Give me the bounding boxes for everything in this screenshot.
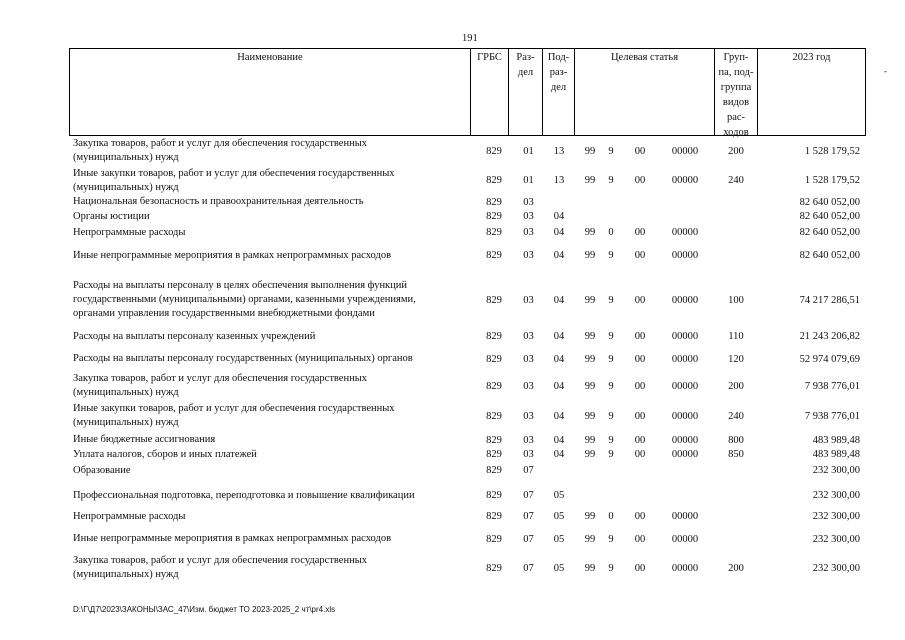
- table-row: [69, 553, 866, 583]
- grbs-cell: 829: [486, 145, 502, 157]
- row-name-line: Иные закупки товаров, работ и услуг для обеспечения государственных: [73, 167, 395, 179]
- amount-cell: 232 300,00: [812, 490, 860, 501]
- table-row: [69, 209, 866, 224]
- target-subprogram-cell: 9: [608, 250, 614, 261]
- target-main-event-cell: 00: [634, 331, 646, 342]
- table-row: [69, 433, 866, 447]
- header-year: [757, 49, 866, 135]
- target-subprogram-cell: 9: [608, 410, 614, 422]
- table-row: [69, 527, 866, 551]
- footer-file-path: D:\Г\Д7\2023\ЗАКОНЫ\ЗАС_47\Изм. бюджет ТО 2023-2025_2 чт\pr4.xls: [73, 605, 336, 614]
- grbs-cell: 829: [486, 434, 502, 446]
- row-name-cell: [73, 241, 463, 270]
- target-direction-cell: 00000: [671, 175, 699, 186]
- podrazdel-cell: 04: [553, 211, 565, 222]
- podrazdel-cell: [546, 462, 572, 479]
- row-name-cell: [73, 401, 463, 431]
- row-name-line: Иные закупки товаров, работ и услуг для обеспечения государственных: [73, 403, 395, 414]
- expense-type-cell: 240: [728, 410, 744, 422]
- target-main-event-cell: 00: [634, 353, 646, 365]
- podrazdel-cell: 13: [553, 175, 565, 186]
- header-name: [69, 49, 470, 135]
- expense-type-cell: [724, 195, 748, 209]
- amount-cell: 232 300,00: [812, 465, 860, 476]
- amount-cell: 232 300,00: [812, 533, 860, 545]
- target-main-event-cell: 00: [634, 294, 646, 306]
- razdel-cell: 03: [523, 434, 534, 446]
- header-grbs: [470, 49, 508, 135]
- grbs-cell: 829: [486, 250, 502, 261]
- grbs-cell: 829: [486, 331, 502, 342]
- header-expense-group-line: ходов: [723, 127, 749, 138]
- table-row: [69, 136, 866, 166]
- table-row: [69, 224, 866, 241]
- razdel-cell: 03: [523, 227, 534, 238]
- target-main-event-cell: 00: [634, 380, 646, 392]
- grbs-cell: 829: [486, 294, 502, 306]
- target-subprogram-cell: 9: [608, 331, 614, 342]
- table-row: [69, 447, 866, 462]
- expense-type-cell: 120: [728, 353, 744, 365]
- amount-cell: 21 243 206,82: [799, 331, 860, 342]
- target-subprogram-cell: 0: [608, 511, 614, 522]
- target-subprogram-cell: 9: [608, 533, 614, 545]
- target-main-event-cell: [630, 209, 650, 224]
- header-target-article-label: Целевая статья: [610, 52, 679, 63]
- target-program-cell: [579, 209, 601, 224]
- target-main-event-cell: 00: [634, 434, 646, 446]
- row-name-line: Расходы на выплаты персоналу в целях обеспечения выполнения функций: [73, 280, 408, 291]
- header-razdel-line: Раз-: [516, 52, 535, 63]
- header-podrazdel-line: Под-: [547, 52, 570, 63]
- target-main-event-cell: 00: [634, 410, 646, 422]
- expense-type-cell: [724, 485, 748, 506]
- razdel-cell: 01: [523, 145, 534, 157]
- row-name-line: Непрограммные расходы: [73, 226, 186, 238]
- row-name-cell: [73, 166, 463, 195]
- row-name-line: (муниципальных) нужд: [73, 152, 179, 163]
- row-name-line: Закупка товаров, работ и услуг для обеспечения государственных: [73, 373, 368, 384]
- razdel-cell: 07: [523, 533, 534, 545]
- target-program-cell: 99: [584, 511, 596, 522]
- grbs-cell: 829: [486, 227, 502, 238]
- target-subprogram-cell: 0: [608, 227, 614, 238]
- target-program-cell: 99: [584, 449, 596, 460]
- grbs-cell: 829: [486, 380, 502, 392]
- target-direction-cell: 00000: [671, 331, 699, 342]
- row-name-line: (муниципальных) нужд: [73, 417, 179, 428]
- amount-cell: 7 938 776,01: [804, 380, 860, 392]
- grbs-cell: 829: [486, 410, 502, 422]
- target-subprogram-cell: [604, 462, 618, 479]
- razdel-cell: 03: [523, 294, 534, 306]
- grbs-cell: 829: [486, 465, 502, 476]
- row-name-line: Закупка товаров, работ и услуг для обеспечения государственных: [73, 555, 368, 566]
- header-podrazdel: [542, 49, 574, 135]
- target-main-event-cell: [630, 195, 650, 209]
- target-program-cell: 99: [584, 331, 596, 342]
- expense-type-cell: 200: [728, 145, 744, 157]
- target-subprogram-cell: 9: [608, 294, 614, 306]
- table-row: [69, 462, 866, 479]
- razdel-cell: 03: [523, 211, 534, 222]
- amount-cell: 82 640 052,00: [799, 211, 860, 222]
- header-expense-group-line: группа: [720, 82, 752, 93]
- podrazdel-cell: [546, 195, 572, 209]
- target-subprogram-cell: 9: [608, 449, 614, 460]
- podrazdel-cell: 04: [553, 250, 565, 261]
- target-program-cell: 99: [584, 380, 596, 392]
- grbs-cell: 829: [486, 196, 502, 208]
- row-name-line: Национальная безопасность и правоохранительная деятельность: [73, 196, 364, 207]
- target-direction-cell: [667, 195, 703, 209]
- row-name-line: Иные непрограммные мероприятия в рамках непрограммных расходов: [73, 249, 392, 261]
- header-expense-group: [714, 49, 757, 138]
- target-program-cell: 99: [584, 434, 596, 446]
- table-row: [69, 166, 866, 195]
- row-name-line: Образование: [73, 464, 131, 476]
- row-name-cell: [73, 447, 463, 462]
- expense-type-cell: 200: [728, 380, 744, 392]
- target-direction-cell: 00000: [671, 145, 699, 157]
- target-direction-cell: 00000: [671, 533, 699, 545]
- target-program-cell: [579, 462, 601, 479]
- target-direction-cell: 00000: [671, 434, 699, 446]
- amount-cell: 74 217 286,51: [799, 294, 860, 306]
- razdel-cell: 07: [523, 562, 534, 574]
- podrazdel-cell: 04: [553, 331, 565, 342]
- target-direction-cell: 00000: [671, 410, 699, 422]
- table-row: [69, 326, 866, 347]
- table-row: [69, 401, 866, 431]
- row-name-line: (муниципальных) нужд: [73, 181, 179, 193]
- table-row: [69, 371, 866, 401]
- header-podrazdel-line: дел: [550, 82, 567, 93]
- target-main-event-cell: 00: [634, 533, 646, 545]
- row-name-cell: [73, 195, 463, 209]
- target-direction-cell: 00000: [671, 227, 699, 238]
- target-subprogram-cell: 9: [608, 175, 614, 186]
- expense-type-cell: [724, 462, 748, 479]
- header-target-article: [574, 49, 714, 135]
- target-subprogram-cell: 9: [608, 353, 614, 365]
- row-name-line: (муниципальных) нужд: [73, 569, 179, 580]
- header-name-label: Наименование: [237, 52, 303, 63]
- grbs-cell: 829: [486, 175, 502, 186]
- amount-cell: 82 640 052,00: [799, 250, 860, 261]
- row-name-line: Непрограммные расходы: [73, 510, 186, 522]
- row-name-line: (муниципальных) нужд: [73, 387, 179, 398]
- grbs-cell: 829: [486, 353, 502, 365]
- podrazdel-cell: 04: [553, 353, 565, 365]
- target-direction-cell: [667, 209, 703, 224]
- target-subprogram-cell: 9: [608, 562, 614, 574]
- razdel-cell: 03: [523, 449, 534, 460]
- target-direction-cell: 00000: [671, 250, 699, 261]
- razdel-cell: 07: [523, 465, 534, 476]
- target-direction-cell: 00000: [671, 380, 699, 392]
- row-name-cell: [73, 553, 463, 583]
- target-subprogram-cell: 9: [608, 145, 614, 157]
- target-main-event-cell: [630, 462, 650, 479]
- row-name-cell: [73, 347, 463, 371]
- grbs-cell: 829: [486, 511, 502, 522]
- target-program-cell: [579, 195, 601, 209]
- podrazdel-cell: 04: [553, 380, 565, 392]
- row-name-cell: [73, 136, 463, 166]
- target-program-cell: 99: [584, 562, 596, 574]
- target-main-event-cell: 00: [634, 449, 646, 460]
- table-row: [69, 277, 866, 323]
- target-direction-cell: 00000: [671, 511, 699, 522]
- row-name-line: Иные непрограммные мероприятия в рамках непрограммных расходов: [73, 533, 392, 544]
- row-name-line: Иные бюджетные ассигнования: [73, 434, 216, 445]
- target-program-cell: 99: [584, 227, 596, 238]
- grbs-cell: 829: [486, 449, 502, 460]
- expense-type-cell: [724, 209, 748, 224]
- row-name-cell: [73, 433, 463, 447]
- target-main-event-cell: 00: [634, 511, 646, 522]
- row-name-cell: [73, 209, 463, 224]
- target-program-cell: 99: [584, 410, 596, 422]
- amount-cell: 7 938 776,01: [804, 410, 860, 422]
- podrazdel-cell: 05: [553, 533, 565, 545]
- expense-type-cell: [724, 527, 748, 551]
- razdel-cell: 07: [523, 511, 534, 522]
- row-name-line: Уплата налогов, сборов и иных платежей: [73, 448, 257, 460]
- header-podrazdel-line: раз-: [549, 67, 568, 78]
- podrazdel-cell: 05: [553, 562, 565, 574]
- razdel-cell: 07: [523, 490, 534, 501]
- target-subprogram-cell: [604, 209, 618, 224]
- razdel-cell: 03: [523, 353, 534, 365]
- amount-cell: 232 300,00: [812, 511, 860, 522]
- target-subprogram-cell: 9: [608, 380, 614, 392]
- expense-type-cell: 850: [728, 449, 744, 460]
- podrazdel-cell: 04: [553, 434, 565, 446]
- header-razdel: [508, 49, 542, 135]
- table-header: [69, 48, 866, 136]
- table-row: [69, 506, 866, 527]
- target-main-event-cell: 00: [634, 175, 646, 186]
- razdel-cell: 03: [523, 380, 534, 392]
- expense-type-cell: 100: [728, 294, 744, 306]
- target-direction-cell: [667, 462, 703, 479]
- row-name-cell: [73, 277, 463, 323]
- row-name-line: Расходы на выплаты персоналу государственных (муниципальных) органов: [73, 353, 413, 364]
- row-name-line: Профессиональная подготовка, переподготовка и повышение квалификации: [73, 489, 415, 501]
- expense-type-cell: 110: [728, 331, 744, 342]
- expense-type-cell: 800: [728, 434, 744, 446]
- target-main-event-cell: 00: [634, 227, 646, 238]
- header-year-label: 2023 год: [792, 52, 831, 63]
- row-name-cell: [73, 326, 463, 347]
- podrazdel-cell: 04: [553, 294, 565, 306]
- margin-mark: -: [884, 66, 887, 76]
- table-row: [69, 347, 866, 371]
- target-main-event-cell: [630, 485, 650, 506]
- grbs-cell: 829: [486, 490, 502, 501]
- razdel-cell: 03: [523, 250, 534, 261]
- target-main-event-cell: 00: [634, 250, 646, 261]
- podrazdel-cell: 04: [553, 449, 565, 460]
- header-expense-group-line: па, под-: [718, 67, 754, 78]
- row-name-line: государственными (муниципальными) органами, казенными учреждениями,: [73, 294, 416, 305]
- target-main-event-cell: 00: [634, 562, 646, 574]
- target-program-cell: 99: [584, 533, 596, 545]
- header-razdel-line: дел: [517, 67, 534, 78]
- row-name-line: органами управления государственными внебюджетными фондами: [73, 308, 375, 319]
- target-program-cell: 99: [584, 145, 596, 157]
- amount-cell: 1 528 179,52: [804, 175, 860, 186]
- amount-cell: 483 989,48: [812, 449, 860, 460]
- table-row: [69, 485, 866, 506]
- target-subprogram-cell: [604, 485, 618, 506]
- amount-cell: 1 528 179,52: [804, 145, 860, 157]
- header-expense-group-line: видов: [722, 97, 750, 108]
- table-row: [69, 195, 866, 209]
- target-program-cell: 99: [584, 353, 596, 365]
- page-number: 191: [462, 33, 478, 44]
- target-program-cell: [579, 485, 601, 506]
- row-name-cell: [73, 224, 463, 241]
- row-name-cell: [73, 506, 463, 527]
- amount-cell: 82 640 052,00: [799, 196, 860, 208]
- row-name-cell: [73, 462, 463, 479]
- grbs-cell: 829: [486, 533, 502, 545]
- row-name-cell: [73, 371, 463, 401]
- razdel-cell: 03: [523, 331, 534, 342]
- expense-type-cell: [724, 241, 748, 270]
- target-subprogram-cell: 9: [608, 434, 614, 446]
- grbs-cell: 829: [486, 562, 502, 574]
- row-name-line: Закупка товаров, работ и услуг для обеспечения государственных: [73, 138, 368, 149]
- target-direction-cell: 00000: [671, 562, 699, 574]
- amount-cell: 52 974 079,69: [799, 353, 860, 365]
- row-name-cell: [73, 527, 463, 551]
- amount-cell: 483 989,48: [812, 434, 860, 446]
- razdel-cell: 03: [523, 410, 534, 422]
- razdel-cell: 01: [523, 175, 534, 186]
- header-grbs-label: ГРБС: [477, 52, 502, 63]
- razdel-cell: 03: [523, 196, 534, 208]
- header-expense-group-line: рас-: [726, 112, 746, 123]
- amount-cell: 232 300,00: [812, 562, 860, 574]
- expense-type-cell: [724, 224, 748, 241]
- expense-type-cell: [724, 506, 748, 527]
- target-direction-cell: 00000: [671, 449, 699, 460]
- podrazdel-cell: 05: [553, 490, 565, 501]
- podrazdel-cell: 04: [553, 410, 565, 422]
- row-name-line: Органы юстиции: [73, 210, 150, 222]
- target-direction-cell: 00000: [671, 353, 699, 365]
- row-name-line: Расходы на выплаты персоналу казенных учреждений: [73, 330, 316, 342]
- podrazdel-cell: 13: [553, 145, 565, 157]
- expense-type-cell: 240: [728, 175, 744, 186]
- target-main-event-cell: 00: [634, 145, 646, 157]
- grbs-cell: 829: [486, 211, 502, 222]
- target-subprogram-cell: [604, 195, 618, 209]
- target-direction-cell: 00000: [671, 294, 699, 306]
- target-program-cell: 99: [584, 250, 596, 261]
- podrazdel-cell: 04: [553, 227, 565, 238]
- podrazdel-cell: 05: [553, 511, 565, 522]
- amount-cell: 82 640 052,00: [799, 227, 860, 238]
- target-program-cell: 99: [584, 175, 596, 186]
- target-direction-cell: [667, 485, 703, 506]
- row-name-cell: [73, 485, 463, 506]
- expense-type-cell: 200: [728, 562, 744, 574]
- header-expense-group-line: Груп-: [723, 52, 749, 63]
- table-row: [69, 241, 866, 270]
- target-program-cell: 99: [584, 294, 596, 306]
